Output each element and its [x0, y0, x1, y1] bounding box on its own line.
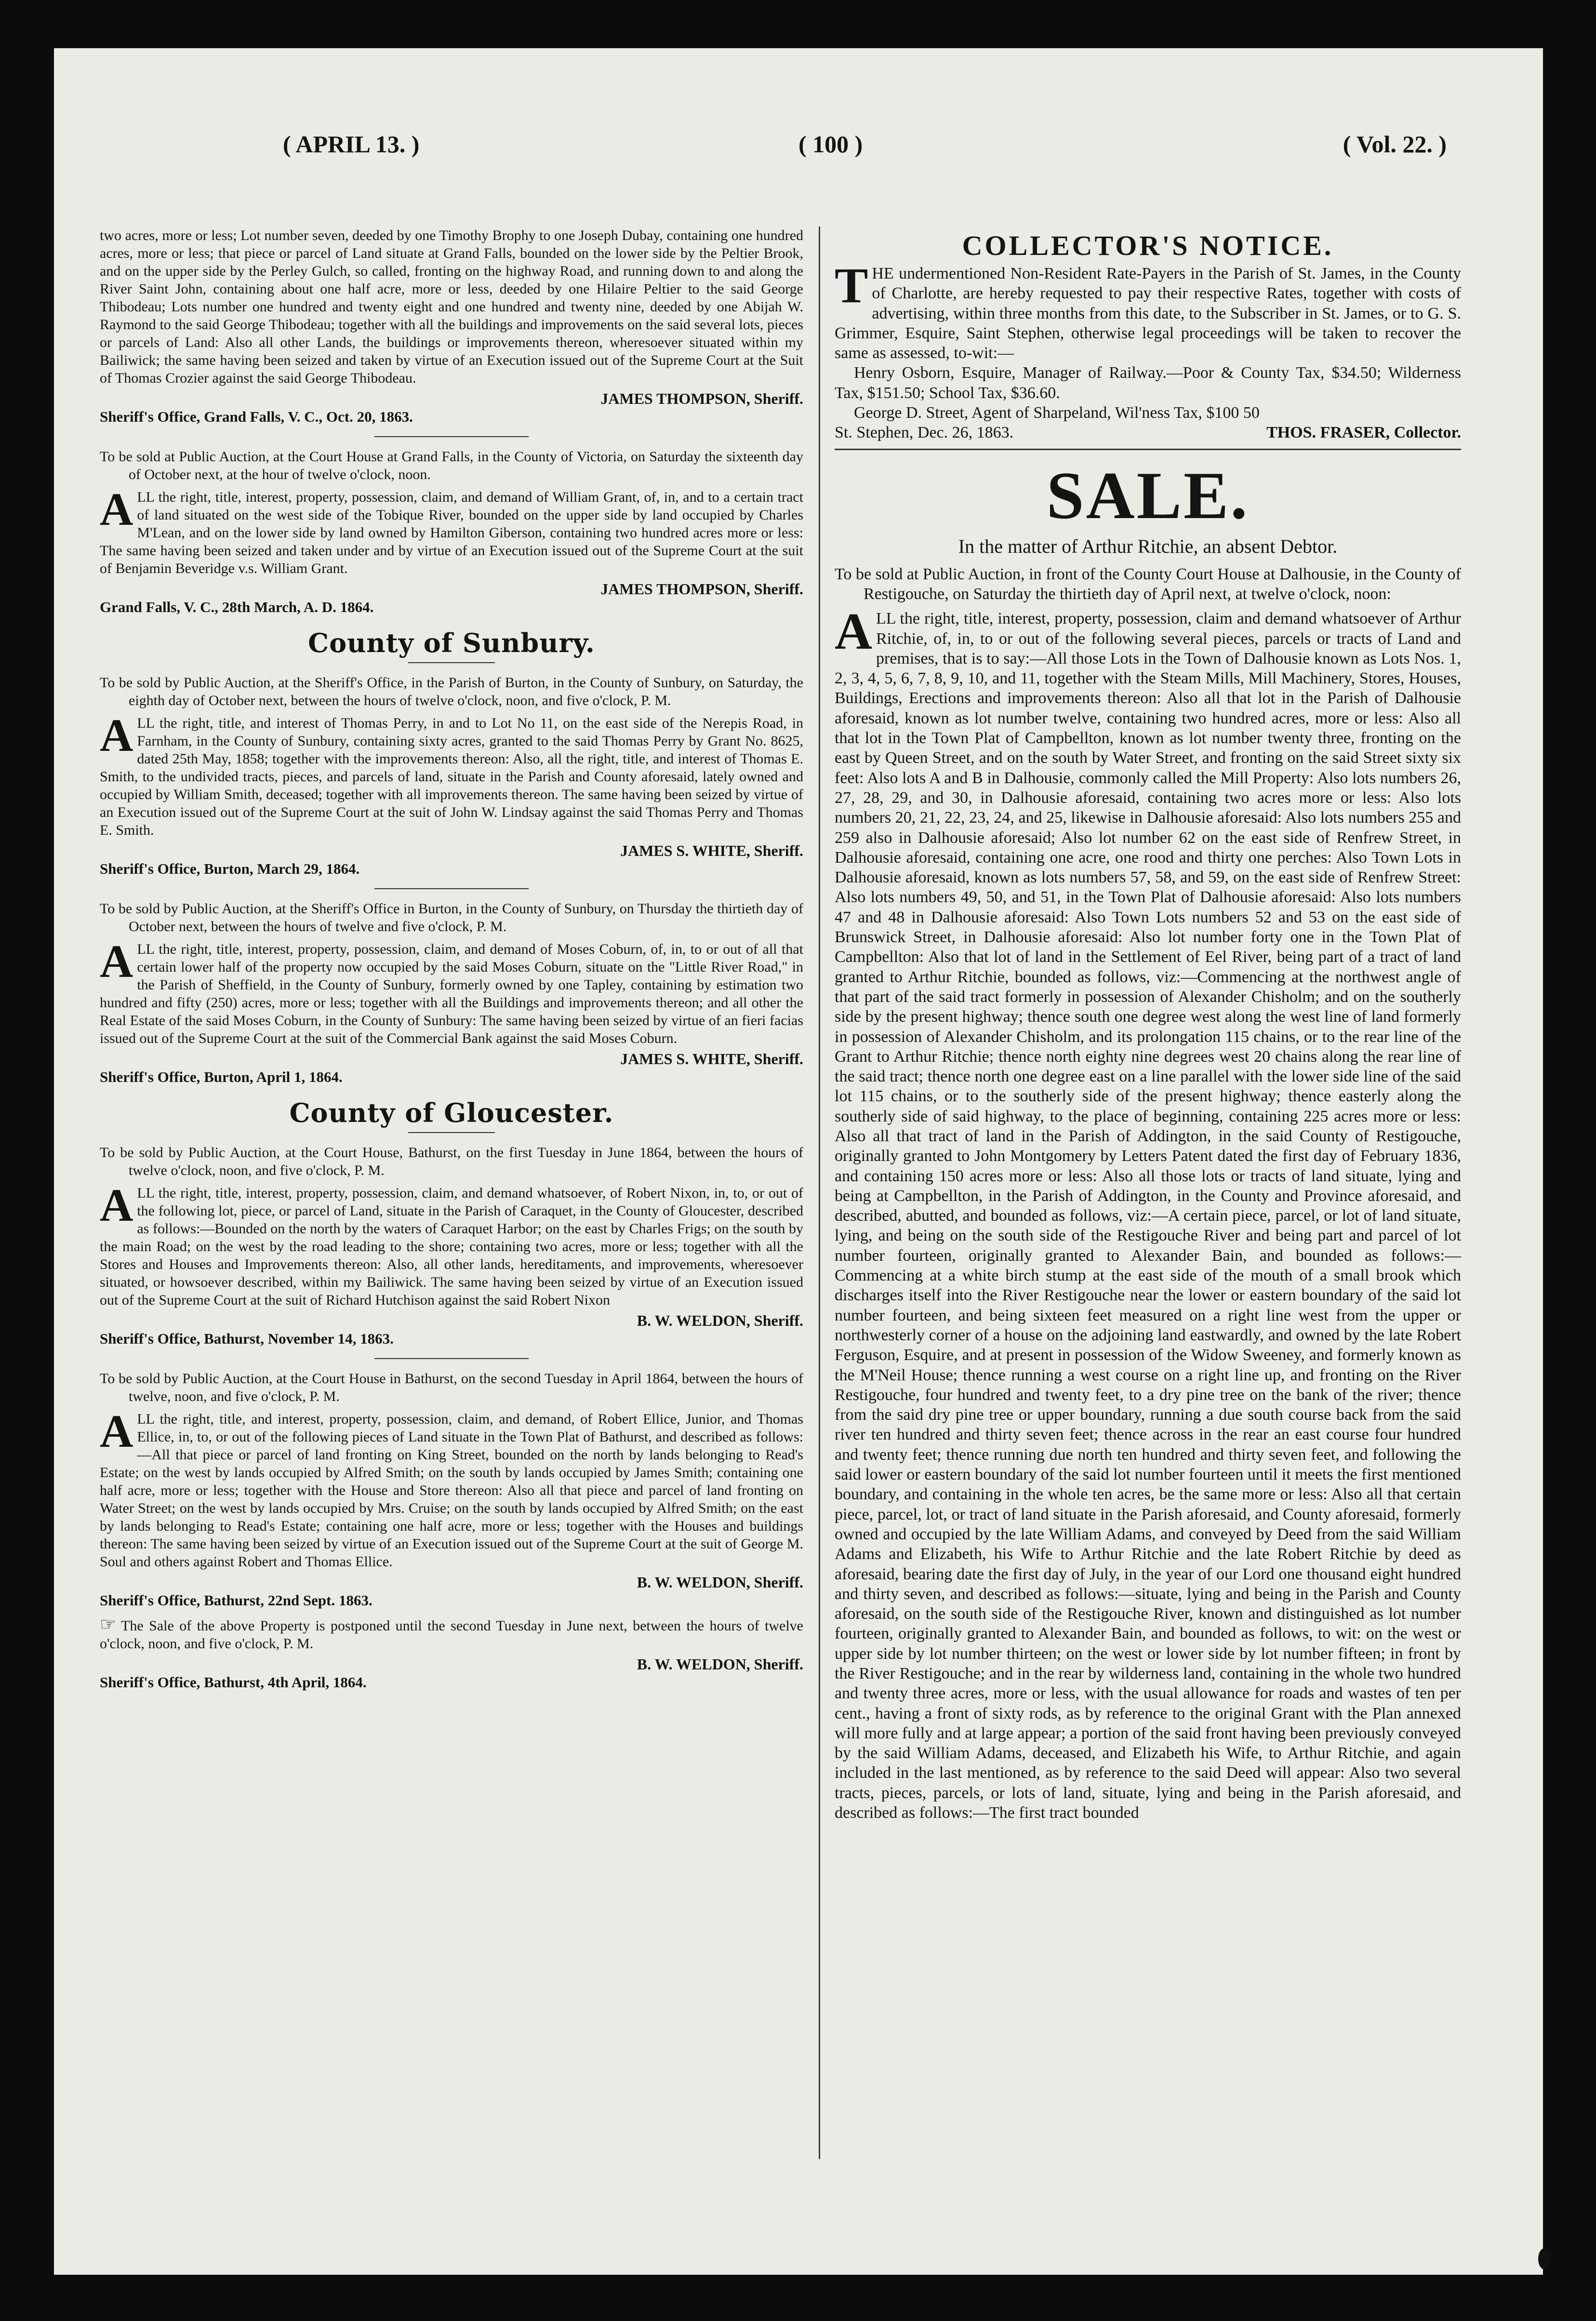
column-divider — [819, 227, 820, 2159]
auction-intro: To be sold by Public Auction, at the Sheriff's Office, in the Parish of Burton, in the County of Sunbury, on Saturday, the eighth day of October next, between the hours of twelve o'clock, noon, and five o'clock, P. M. — [100, 675, 803, 708]
header-page-number: ( 100 ) — [798, 131, 863, 158]
page-header — [54, 130, 1543, 173]
postponement-notice — [100, 1616, 803, 1653]
right-column — [835, 227, 1461, 1823]
sale-text: LL the right, title, interest, property, possession, claim and demand whatsoever of Arthur Ritchie, of, in, to or out of the following several pieces, parcels or tracts of Land and premises, that is to say:—All those Lots in the Town of Dalhousie known as Lots Nos. 1, 2, 3, 4, 5, 6, 7, 8, 9, 10, and 11, together with the Steam Mills, Mill Machinery, Stores, Houses, Buildings, Erections and improvements thereon: Also all that lot in the Parish of Dalhousie aforesaid, known as lot number twelve, containing two hundred acres, more or less: Also all that lot in the Town Plat of Campbellton, known as lot number twenty three, fronting on the east by Queen Street, and on the south by Water Street, and fronting on the said Street sixty six feet: Also lots A and B in Dalhousie, commonly called the Mill Property: Also lots numbers 26, 27, 28, 29, and 30, in Dalhousie aforesaid, containing two acres more or less: Also lots numbers 20, 21, 22, 23, 24, and 25, likewise in Dalhousie aforesaid: Also lots numbers 255 and 259 also in Dalhousie aforesaid; Also lot number 62 on the east side of Renfrew Street, in Dalhousie aforesaid, containing one acre, one rood and thirty one perches: Also Town Lots in Dalhousie aforesaid, known as lots numbers 57, 58, and 59, on the east side of Renfrew Street: Also lots numbers 49, 50, and 51, in the Town Plat of Dalhousie aforesaid: Also lots numbers 47 and 48 in Dalhousie aforesaid: Also Town Lots numbers 52 and 53 on the east side of Brunswick Street, in Dalhousie aforesaid: Also lot number forty one in the Town Plat of Campbellton: Also that lot of land in the Settlement of Eel River, being part of a tract of land granted to Arthur Ritchie, bounded as follows, viz:—Commencing at the northwest angle of that part of the said tract formerly in possession of Alexander Chisholm; and on the southerly side by the present highway; thence south one degree west along the west line of land formerly in possession of Alexander Chisholm, and its prolongation 115 chains, or to the rear line of the Grant to Arthur Ritchie; thence north eighty nine degrees west 20 chains along the rear line of the said tract; thence north one degree east on a line parallel with the lower side line of the said lot 115 chains, or to the southerly side of the present highway; thence easterly along the southerly side of said highway, to the place of beginning, containing 225 acres more or less: Also all that tract of land in the Parish of Addington, in the said County of Restigouche, originally granted to John Montgomery by Letters Patent dated the first day of February 1836, and containing 150 acres more or less: Also all those lots or tracts of land situate, lying and being at Campbellton, in the Parish of Addington, in the County and Province aforesaid, and described, abutted, and bounded as follows, viz:—A certain piece, parcel, or lot of land situate, lying, and being on the south side of the Restigouche River and being part and parcel of lot number fourteen, originally granted to Alexander Bain, and bounded as follows:—Commencing at a white birch stump at the east side of the mouth of a small brook which discharges itself into the River Restigouche near the lower or eastern boundary of the said lot number fourteen, and being sixteen feet measured on a right line west from the upper or northwesterly corner of a house on the adjoining land eastwardly, and owned by the late Robert Ferguson, Esquire, and at present in possession of the Widow Sweeney, and formerly known as the M'Neil House; thence running a west course on a right line up, and fronting on the River Restigouche, four hundred and twenty feet, to a dry pine tree on the bank of the river; thence from the said dry pine tree or upper boundary, running a due south course back from the said river ten hundred and thirty seven feet; thence across in the rear an east course four hundred and twenty feet; thence running due north ten hundred and thirty seven feet, and following the said lower or eastern boundary of the said lot number fourteen until it meets the first mentioned boundary, and containing in the whole ten acres, be the same more or less: Also all that certain piece, parcel, lot, or tract of land situate in the Parish aforesaid, and County aforesaid, formerly owned and occupied by the late William Adams, and conveyed by Deed from the said William Adams and Elizabeth, his Wife to Arthur Ritchie and the late Robert Ritchie by deed as aforesaid, bearing date the first day of July, in the year of our Lord one thousand eight hundred and thirty seven, and described as follows:—situate, lying and being in the Parish and County aforesaid, on the south side of the Restigouche River, known and distinguished as lot number fourteen, originally granted to Alexander Bain, and bounded as follows, to wit: on the west or upper side by lot number thirteen; on the west or lower side by lot number fifteen; in front by the River Restigouche; and in the rear by wilderness land, containing in the whole two hundred and twenty three acres, more or less, with the usual allowance for roads and wastes of ten per cent., having a front of sixty rods, as by reference to the original Grant with the Plan annexed will more fully and at large appear; a portion of the said front having been previously conveyed by the said William Adams, deceased, and Elizabeth his Wife, to Arthur Ritchie, and again included in the last mentioned, as by reference to the said Deed will appear: Also two several tracts, pieces, parcels, or lots of land, situate, lying and being in the Parish aforesaid, and described as follows:—The first tract bounded — [835, 610, 1461, 1822]
sale-intro: To be sold at Public Auction, in front of the County Court House at Dalhousie, in the County of Restigouche, on Saturday the thirtieth day of April next, at twelve o'clock, noon: — [835, 565, 1461, 603]
notice-dateline: Sheriff's Office, Burton, March 29, 1864. — [100, 860, 360, 877]
rule — [835, 449, 1461, 450]
collector-notice-title: COLLECTOR'S NOTICE. — [962, 230, 1334, 261]
left-column — [100, 227, 803, 1691]
rule — [408, 1132, 495, 1133]
drop-cap: A — [100, 483, 133, 535]
drop-cap: A — [100, 1405, 133, 1457]
collector-footer — [835, 423, 1461, 442]
drop-cap: A — [835, 603, 872, 661]
rule — [374, 888, 529, 889]
sheriff-signature: JAMES THOMPSON, Sheriff. — [600, 580, 803, 598]
sale-subtitle: In the matter of Arthur Ritchie, an absent Debtor. — [958, 535, 1338, 557]
sheriff-signature: B. W. WELDON, Sheriff. — [637, 1312, 803, 1329]
header-volume: ( Vol. 22. ) — [1343, 131, 1447, 158]
continued-notice: two acres, more or less; Lot number seven, deeded by one Timothy Brophy to one Joseph Dubay, containing one hundred acres, more or less; that piece or parcel of Land situate at Grand Falls, bounded on the lower side by the Peltier Brook, and on the upper side by the Perley Gulch, so called, fronting on the highway Road, and running down to and along the River Saint John, containing about one half acre, more or less, deeded by one Hilaire Peltier to the said George Thibodeau; Lots number one hundred and twenty eight and one hundred and twenty nine, deeded by one Abijah W. Raymond to the said George Thibodeau; together with all the buildings and improvements on the said several lots, pieces or parcels of Land: Also all other Lands, the buildings or improvements thereon, wheresoever situated within my Bailiwick; the same having been seized and taken by virtue of an Execution issued out of the Supreme Court at the Suit of Thomas Crozier against the said George Thibodeau. — [100, 227, 803, 386]
drop-cap: A — [100, 1179, 133, 1231]
pointing-hand-icon: ☞ — [100, 1614, 117, 1635]
sale-body — [835, 603, 1461, 1823]
notice-dateline: Sheriff's Office, Bathurst, 22nd Sept. 1863. — [100, 1592, 372, 1609]
auction-body — [100, 935, 803, 1047]
sale-title: SALE. — [1046, 458, 1250, 533]
notice-dateline: Sheriff's Office, Bathurst, 4th April, 1864. — [100, 1674, 367, 1691]
postponement-text: The Sale of the above Property is postponed until the second Tuesday in June next, between the hours of twelve o'clock, noon, and five o'clock, P. M. — [100, 1618, 803, 1652]
notice-dateline: Sheriff's Office, Burton, April 1, 1864. — [100, 1068, 343, 1085]
ratepayer-entry: Henry Osborn, Esquire, Manager of Railway.—Poor & County Tax, $34.50; Wilderness Tax, $151.50; School Tax, $36.60. — [835, 364, 1461, 402]
rule — [374, 436, 529, 437]
auction-text: LL the right, title, and interest, property, possession, claim, and demand, of Robert Ellice, Junior, and Thomas Ellice, in, to, or out of the following pieces of Land situate in the Town Plat of Bathurst, and described as follows:—All that piece or parcel of land fronting on King Street, bounded on the north by lands belonging to Read's Estate; on the west by lands occupied by Alfred Smith; on the south by lands occupied by James Smith; containing one half acre, more or less; together with the House and Store thereon: Also all that piece and parcel of land fronting on Water Street; on the west by lands occupied by Mrs. Cruise; on the south by lands occupied by Alfred Smith; on the east by lands belonging to Read's Estate; containing one half acre, more or less; together with the Houses and buildings thereon: The same having been seized by virtue of an Execution issued out of the Supreme Court at the suit of George M. Soul and others against Robert and Thomas Ellice. — [100, 1411, 803, 1570]
auction-text: LL the right, title, interest, property, possession, claim, and demand of William Grant, of, in, and to a certain tract of land situated on the west side of the Tobique River, bounded on the upper side by land occupied by Charles M'Lean, and on the lower side by land owned by Hamilton Giberson, containing two hundred acres more or less: The same having been seized and taken under and by virtue of an Execution issued out of the Supreme Court at the suit of Benjamin Beveridge v.s. William Grant. — [100, 489, 803, 576]
section-heading-sunbury: County of Sunbury. — [308, 627, 595, 658]
drop-cap: T — [835, 258, 868, 313]
section-heading-gloucester: County of Gloucester. — [289, 1097, 614, 1128]
ratepayer-entry: George D. Street, Agent of Sharpeland, Wil'ness Tax, $100 50 — [854, 404, 1260, 422]
auction-body — [100, 709, 803, 839]
sheriff-signature: B. W. WELDON, Sheriff. — [637, 1655, 803, 1673]
notice-dateline: Sheriff's Office, Bathurst, November 14, 1863. — [100, 1330, 394, 1347]
auction-intro: To be sold by Public Auction, at the Court House in Bathurst, on the second Tuesday in April 1864, between the hours of twelve, noon, and five o'clock, P. M. — [100, 1371, 803, 1404]
auction-text: LL the right, title, interest, property, possession, claim, and demand whatsoever, of Robert Nixon, in, to, or out of the following lot, piece, or parcel of Land, situate in the Parish of Caraquet, in the County of Gloucester, described as follows:—Bounded on the north by the waters of Caraquet Harbor; on the east by Charles Frigs; on the south by the main Road; on the west by the road leading to the shore; containing two acres, more or less; together with all the Stores and Houses and Improvements thereon: Also, all other lands, hereditaments, and improvements, wheresoever situated, or howsoever described, within my Bailiwick. The same having been seized by virtue of an Execution issued out of the Supreme Court at the suit of Richard Hutchison against the said Robert Nixon — [100, 1185, 803, 1308]
ink-blot — [1538, 2248, 1551, 2269]
header-date: ( APRIL 13. ) — [283, 131, 420, 158]
auction-intro: To be sold by Public Auction, at the Court House, Bathurst, on the first Tuesday in June 1864, between the hours of twelve o'clock, noon, and five o'clock, P. M. — [100, 1145, 803, 1178]
collector-dateline: St. Stephen, Dec. 26, 1863. — [835, 424, 1014, 442]
auction-body — [100, 1405, 803, 1571]
auction-text: LL the right, title, interest, property, possession, claim, and demand of Moses Coburn, of, in, to or out of all that certain lower half of the property now occupied by the said Moses Coburn, situate on the "Little River Road," in the Parish of Sheffield, in the County of Sunbury, formerly owned by one Tapley, containing by estimation two hundred and fifty (250) acres, more or less; together with all the Buildings and improvements thereon; and all other the Real Estate of the said Moses Coburn, in the County of Sunbury: The same having been seized by virtue of an fieri facias issued out of the Supreme Court at the suit of the Commercial Bank against the said Moses Coburn. — [100, 941, 803, 1046]
collector-notice-body — [835, 258, 1461, 363]
rule — [374, 1358, 529, 1359]
auction-intro: To be sold at Public Auction, at the Court House at Grand Falls, in the County of Victoria, on Saturday the sixteenth day of October next, at the hour of twelve o'clock, noon. — [100, 449, 803, 482]
auction-intro: To be sold by Public Auction, at the Sheriff's Office in Burton, in the County of Sunbury, on Thursday the thirtieth day of October next, between the hours of twelve and five o'clock, P. M. — [100, 901, 803, 934]
auction-text: LL the right, title, and interest of Thomas Perry, in and to Lot No 11, on the east side of the Nerepis Road, in Farnham, in the County of Sunbury, containing sixty acres, granted to the said Thomas Perry by Grant No. 8625, dated 25th May, 1858; together with the improvements thereon: Also, all the right, title, and interest of Thomas E. Smith, to the undivided tracts, pieces, and parcels of land, situate in the Parish and County aforesaid, lately owned and occupied by William Smith, deceased; together with all improvements thereon. The same having been seized by virtue of an Execution issued out of the Supreme Court at the suit of John W. Lindsay against the said Thomas Perry and Thomas E. Smith. — [100, 715, 803, 838]
auction-body — [100, 1179, 803, 1309]
drop-cap: A — [100, 935, 133, 987]
sheriff-signature: JAMES THOMPSON, Sheriff. — [600, 390, 803, 407]
collector-signature: THOS. FRASER, Collector. — [1266, 424, 1461, 442]
sheriff-signature: JAMES S. WHITE, Sheriff. — [620, 1050, 803, 1067]
drop-cap: A — [100, 709, 133, 761]
rule — [408, 662, 495, 663]
collector-text: HE undermentioned Non-Resident Rate-Payers in the Parish of St. James, in the County of Charlotte, are hereby requested to pay their respective Rates, together with costs of advertising, within three months from this date, to the Subscriber in St. James, or to G. S. Grimmer, Esquire, Saint Stephen, otherwise legal proceedings will be taken to recover the same as assessed, to-wit:— — [835, 265, 1461, 362]
notice-dateline: Grand Falls, V. C., 28th March, A. D. 1864. — [100, 599, 374, 615]
sheriff-signature: B. W. WELDON, Sheriff. — [637, 1574, 803, 1591]
sheriff-signature: JAMES S. WHITE, Sheriff. — [620, 842, 803, 859]
newspaper-page — [54, 48, 1543, 2275]
auction-body — [100, 483, 803, 577]
notice-dateline: Sheriff's Office, Grand Falls, V. C., Oct. 20, 1863. — [100, 408, 413, 425]
